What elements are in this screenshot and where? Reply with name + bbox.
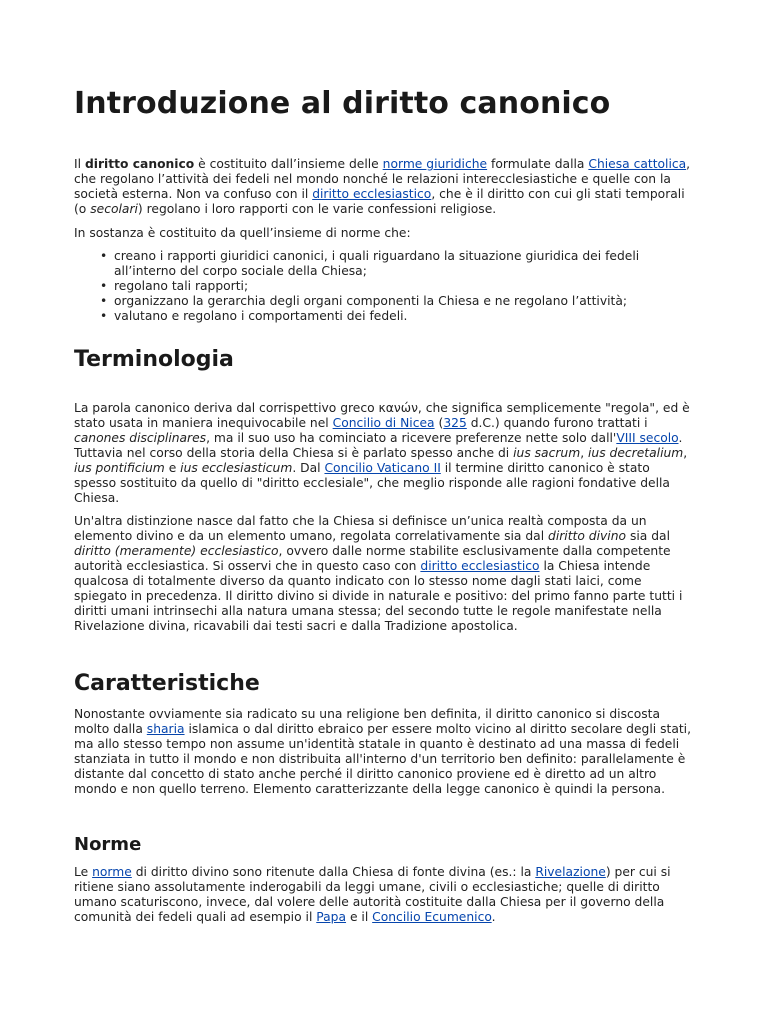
intro-paragraph: Il diritto canonico è costituito dall’insieme delle norme giuridiche formulate dalla Chiesa cattolica, che regolano l’attività dei fedeli nel mondo nonché le relazioni interecclesiastiche e quelle con la società esterna. Non va confuso con il diritto ecclesiastico, che è il diritto con cui gli stati temporali (o secolari) regolano i loro rapporti con le varie confessioni religiose. xyxy=(74,157,691,216)
page-title: Introduzione al diritto canonico xyxy=(74,86,611,121)
link-norme-giuridiche[interactable]: norme giuridiche xyxy=(382,157,488,171)
heading-terminologia: Terminologia xyxy=(74,347,234,372)
link-rivelazione[interactable]: Rivelazione xyxy=(535,865,606,879)
list-item: • creano i rapporti giuridici canonici, i quali riguardano la situazione giuridica dei fedeli all’interno del corpo sociale della Chiesa; xyxy=(114,249,692,279)
norme-paragraph: Le norme di diritto divino sono ritenute dalla Chiesa di fonte divina (es.: la Rivelazione) per cui si ritiene siano assolutamente inderogabili da leggi umane, civili o ecclesiastiche; quelle di diritto umano scaturiscono, invece, dal volere delle autorità costituite dalla Chiesa per il governo della comunità dei fedeli quali ad esempio il Papa e il Concilio Ecumenico. xyxy=(74,865,671,924)
intro-list xyxy=(74,249,692,324)
heading-norme: Norme xyxy=(74,834,142,855)
link-viii-secolo[interactable]: VIII secolo xyxy=(616,431,679,445)
list-item: • valutano e regolano i comportamenti dei fedeli. xyxy=(114,309,692,324)
heading-caratteristiche: Caratteristiche xyxy=(74,671,260,696)
terminologia-paragraph-2: Un'altra distinzione nasce dal fatto che la Chiesa si definisce un’unica realtà composta da un elemento divino e da un elemento umano, regolata correlativamente sia dal diritto divino sia dal diritto (meramente) ecclesiastico, ovvero dalle norme stabilite esclusivamente dalla competente autorità ecclesiastica. Si osservi che in questo caso con diritto ecclesiastico la Chiesa intende qualcosa di totalmente diverso da quanto indicato con lo stesso nome dagli stati laici, come spiegato in precedenza. Il diritto divino si divide in naturale e positivo: del primo fanno parte tutti i diritti umani intrinsechi alla natura umana stessa; del secondo tutte le regole manifestate nella Rivelazione divina, ricavabili dai testi sacri e dalla Tradizione apostolica. xyxy=(74,514,683,633)
list-item: • regolano tali rapporti; xyxy=(114,279,692,294)
link-concilio-di-nicea[interactable]: Concilio di Nicea xyxy=(332,416,435,430)
list-item: • organizzano la gerarchia degli organi componenti la Chiesa e ne regolano l’attività; xyxy=(114,294,692,309)
terminologia-paragraph-1: La parola canonico deriva dal corrispettivo greco κανών, che significa semplicemente "regola", ed è stato usata in maniera inequivocabile nel Concilio di Nicea (325 d.C.) quando furono trattati i canones disciplinares, ma il suo uso ha cominciato a ricevere preferenze nette solo dall'VIII secolo. Tuttavia nel corso della storia della Chiesa si è parlato spesso anche di ius sacrum, ius decretalium, ius pontificium e ius ecclesiasticum. Dal Concilio Vaticano II il termine diritto canonico è stato spesso sostituito da quello di "diritto ecclesiale", che meglio risponde alle ragioni fondative della Chiesa. xyxy=(74,401,690,505)
link-concilio-vaticano-ii[interactable]: Concilio Vaticano II xyxy=(324,461,441,475)
link-325[interactable]: 325 xyxy=(443,416,467,430)
link-diritto-ecclesiastico[interactable]: diritto ecclesiastico xyxy=(312,187,432,201)
link-chiesa-cattolica[interactable]: Chiesa cattolica xyxy=(588,157,687,171)
caratteristiche-paragraph: Nonostante ovviamente sia radicato su una religione ben definita, il diritto canonico si discosta molto dalla sharia islamica o dal diritto ebraico per essere molto vicino al diritto secolare degli stati, ma allo stesso tempo non assume un'identità statale in quanto è destinato ad una massa di fedeli stanziata in tutto il mondo e non distribuita all'interno d'un territorio ben definito: parallelamente è distante dal concetto di stato anche perché il diritto canonico proviene ed è diretto ad un altro mondo e non quello terreno. Elemento caratterizzante della legge canonico è quindi la persona. xyxy=(74,707,692,796)
link-sharia[interactable]: sharia xyxy=(146,722,185,736)
link-papa[interactable]: Papa xyxy=(316,910,347,924)
link-norme[interactable]: norme xyxy=(92,865,132,879)
intro-lead-paragraph: In sostanza è costituito da quell’insieme di norme che: xyxy=(74,226,411,240)
link-concilio-ecumenico[interactable]: Concilio Ecumenico xyxy=(372,910,492,924)
link-diritto-ecclesiastico-2[interactable]: diritto ecclesiastico xyxy=(420,559,540,573)
